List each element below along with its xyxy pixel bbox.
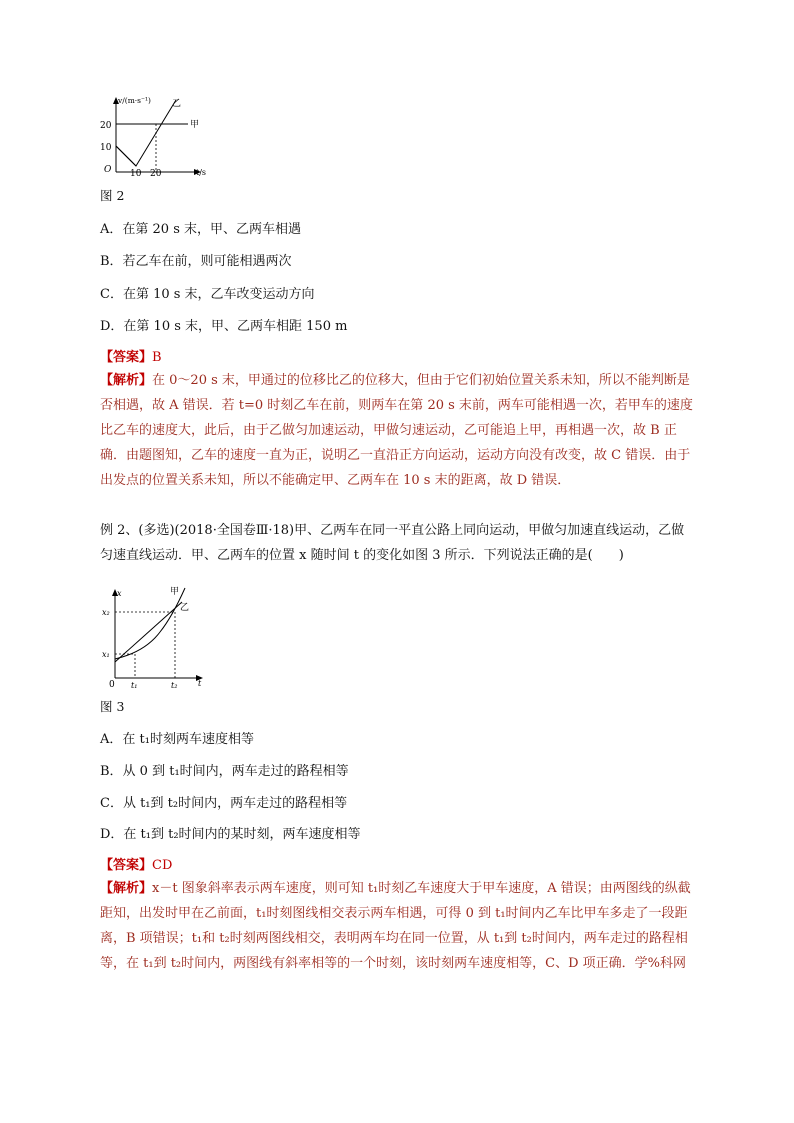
- figure-2-caption: 图 2: [100, 188, 125, 203]
- series-yi-line: [115, 602, 182, 662]
- series-yi-segment-1: [116, 146, 136, 166]
- q1-option-a: A．在第 20 s 末，甲、乙两车相遇: [100, 222, 301, 237]
- origin-label: 0: [109, 680, 115, 690]
- y-tick-20: 20: [100, 121, 112, 131]
- q2-option-d: D．在 t₁到 t₂时间内的某时刻，两车速度相等: [100, 827, 361, 842]
- answer-label: 【答案】: [100, 858, 153, 873]
- x-axis-label: t/s: [196, 168, 207, 177]
- q1-option-d: D．在第 10 s 末，甲、乙两车相距 150 m: [100, 319, 348, 334]
- figure-3-caption: 图 3: [100, 699, 125, 714]
- x-tick-10: 10: [130, 169, 142, 179]
- q2-answer-row: [100, 854, 172, 873]
- analysis-label: 【解析】: [100, 373, 153, 388]
- answer-label: 【答案】: [100, 350, 153, 365]
- q1-option-c: C．在第 10 s 末，乙车改变运动方向: [100, 287, 315, 302]
- origin-label: O: [104, 165, 112, 175]
- q2-option-a: A．在 t₁时刻两车速度相等: [100, 732, 254, 747]
- x-axis-label: t: [198, 679, 202, 688]
- series-jia-curve: [115, 588, 185, 659]
- y-axis-label: v/(m·s⁻¹): [118, 96, 151, 105]
- series-yi-label: 乙: [180, 603, 190, 613]
- q1-answer: B: [152, 350, 162, 365]
- q2-answer: CD: [152, 858, 173, 873]
- x-tick-t2: t₂: [171, 681, 178, 690]
- analysis-label: 【解析】: [100, 881, 153, 896]
- x-tick-20: 20: [150, 169, 162, 179]
- q1-analysis-text: 在 0～20 s 末，甲通过的位移比乙的位移大，但由于它们初始位置关系未知，所以不能判断是否相遇，故 A 错误．若 t=0 时刻乙车在前，则两车在第 20 s 末前，两车可能相遇一次，若甲车的速度比乙车的速度大，此后，由于乙做匀加速运动，甲做匀速运动，乙可能追上甲，再相遇一次，故 B 正确．由题图知，乙车的速度一直为正，说明乙一直沿正方向运动，运动方向没有改变，故 C 错误．由于出发点的位置关系未知，所以不能确定甲、乙两车在 10 s 末的距离，故 D 错误．: [100, 373, 693, 488]
- y-tick-10: 10: [100, 143, 112, 153]
- q1-analysis: [100, 368, 696, 493]
- x-tick-t1: t₁: [131, 681, 138, 690]
- xt-graph: [100, 582, 210, 692]
- q2-analysis: [100, 876, 696, 976]
- series-jia-label: 甲: [170, 587, 180, 597]
- q2-analysis-text: x－t 图象斜率表示两车速度，则可知 t₁时刻乙车速度大于甲车速度，A 错误；由两图线的纵截距知，出发时甲在乙前面，t₁时刻图线相交表示两车相遇，可得 0 到 t₁时间内乙车比甲车多走了一段距离，B 项错误；t₁和 t₂时刻两图线相交，表明两车均在同一位置，从 t₁到 t₂时间内，两车走过的路程相等，在 t₁到 t₂时间内，两图线有斜率相等的一个时刻，该时刻两车速度相等，C、D 项正确．学%科网: [100, 881, 691, 971]
- series-jia-label: 甲: [190, 120, 200, 130]
- y-tick-x1: x₁: [102, 650, 110, 659]
- series-yi-label: 乙: [172, 99, 182, 109]
- series-yi-line: [116, 100, 176, 166]
- example-2-question: 例 2、(多选)(2018·全国卷Ⅲ·18)甲、乙两车在同一平直公路上同向运动，甲做匀加速直线运动，乙做匀速直线运动．甲、乙两车的位置 x 随时间 t 的变化如图 3 所示．下列说法正确的是( ): [100, 523, 685, 563]
- q1-option-b: B．若乙车在前，则可能相遇两次: [100, 254, 292, 269]
- q1-answer-row: [100, 346, 162, 365]
- y-tick-x2: x₂: [102, 608, 110, 617]
- q2-option-c: C．从 t₁到 t₂时间内，两车走过的路程相等: [100, 796, 348, 811]
- vt-graph: [96, 92, 216, 180]
- q2-option-b: B．从 0 到 t₁时间内，两车走过的路程相等: [100, 764, 349, 779]
- y-axis-label: x: [117, 589, 122, 598]
